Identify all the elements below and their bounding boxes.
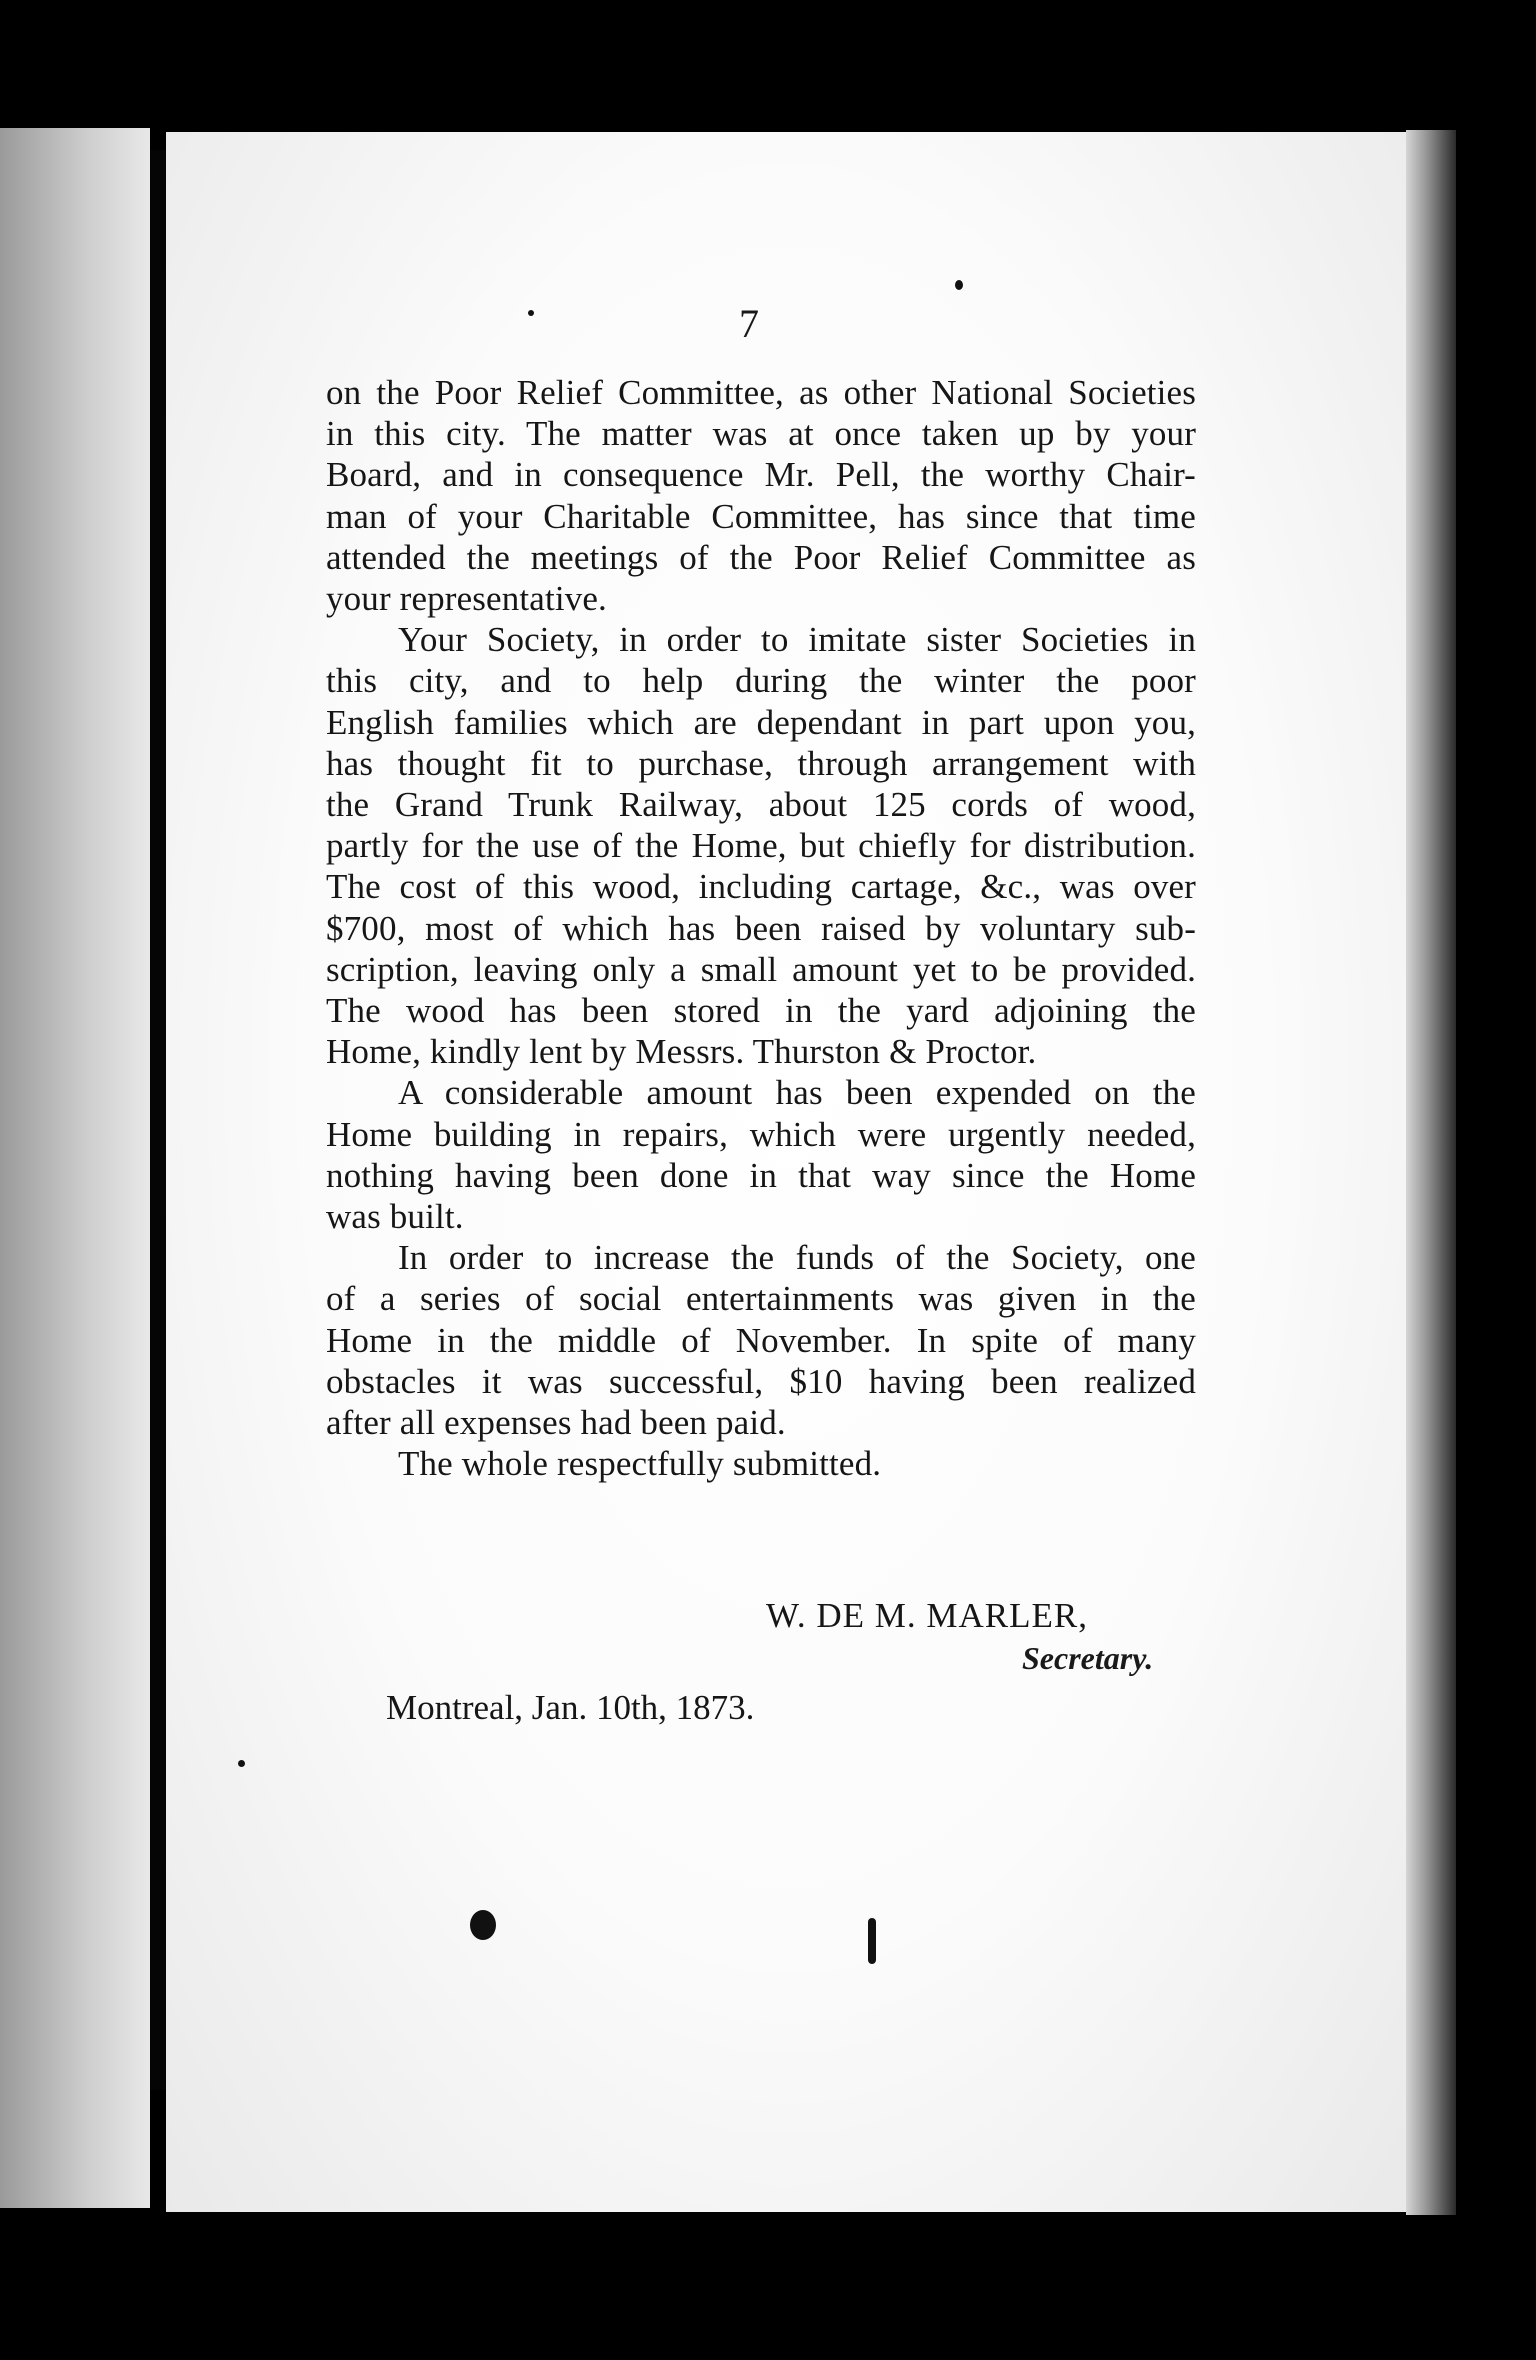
signature-title: Secretary. [1022,1640,1154,1676]
text-line: on the Poor Relief Committee, as other National Societies [326,373,1196,412]
text-line: A considerable amount has been expended on the [398,1073,1196,1113]
paragraph-3 [326,1072,1196,1237]
text-line: the Grand Trunk Railway, about 125 cords of wood, [326,785,1196,825]
page-edge-shadow [1406,130,1456,2215]
text-line: $700, most of which has been raised by voluntary sub- [326,908,1196,948]
adjacent-page-edge [0,128,150,2208]
text-line: was built. [326,1197,464,1237]
text-line: partly for the use of the Home, but chiefly for distribution. [326,826,1196,866]
text-line: In order to increase the funds of the Society, one [398,1238,1196,1278]
text-line: scription, leaving only a small amount yet to be provided. [326,949,1196,989]
text-line: Your Society, in order to imitate sister Societies in [398,620,1196,660]
binding-gutter [150,150,166,2090]
report-body [326,372,1196,1484]
dateline: Montreal, Jan. 10th, 1873. [386,1688,755,1727]
paragraph-2 [326,619,1196,1072]
text-line: attended the meetings of the Poor Relief Committee as [326,537,1196,577]
paragraph-1 [326,372,1196,619]
text-line: Home, kindly lent by Messrs. Thurston & Proctor. [326,1032,1037,1072]
text-line: Board, and in consequence Mr. Pell, the worthy Chair- [326,455,1196,495]
text-line: nothing having been done in that way since the Home [326,1155,1196,1195]
text-line: after all expenses had been paid. [326,1403,786,1443]
text-line: in this city. The matter was at once taken up by your [326,414,1196,454]
ink-speck [238,1760,245,1767]
text-line: your representative. [326,579,607,619]
text-line: has thought fit to purchase, through arrangement with [326,743,1196,783]
text-line: The wood has been stored in the yard adjoining the [326,991,1196,1031]
text-line: The cost of this wood, including cartage, &c., was over [326,867,1196,907]
ink-speck [528,310,534,316]
text-line: obstacles it was successful, $10 having been realized [326,1361,1196,1401]
paragraph-4 [326,1237,1196,1443]
page-number: 7 [739,301,759,346]
signature-name: W. DE M. MARLER, [766,1596,1088,1635]
text-line: The whole respectfully submitted. [398,1444,882,1484]
text-line: Home building in repairs, which were urgently needed, [326,1114,1196,1154]
paragraph-5 [326,1443,1196,1484]
text-line: English families which are dependant in part upon you, [326,702,1196,742]
text-line: of a series of social entertainments was given in the [326,1279,1196,1319]
ink-speck [868,1918,876,1964]
text-line: man of your Charitable Committee, has since that time [326,496,1196,536]
text-line: this city, and to help during the winter the poor [326,661,1196,701]
text-line: Home in the middle of November. In spite of many [326,1320,1196,1360]
ink-speck [470,1910,496,1940]
ink-speck [955,280,963,290]
